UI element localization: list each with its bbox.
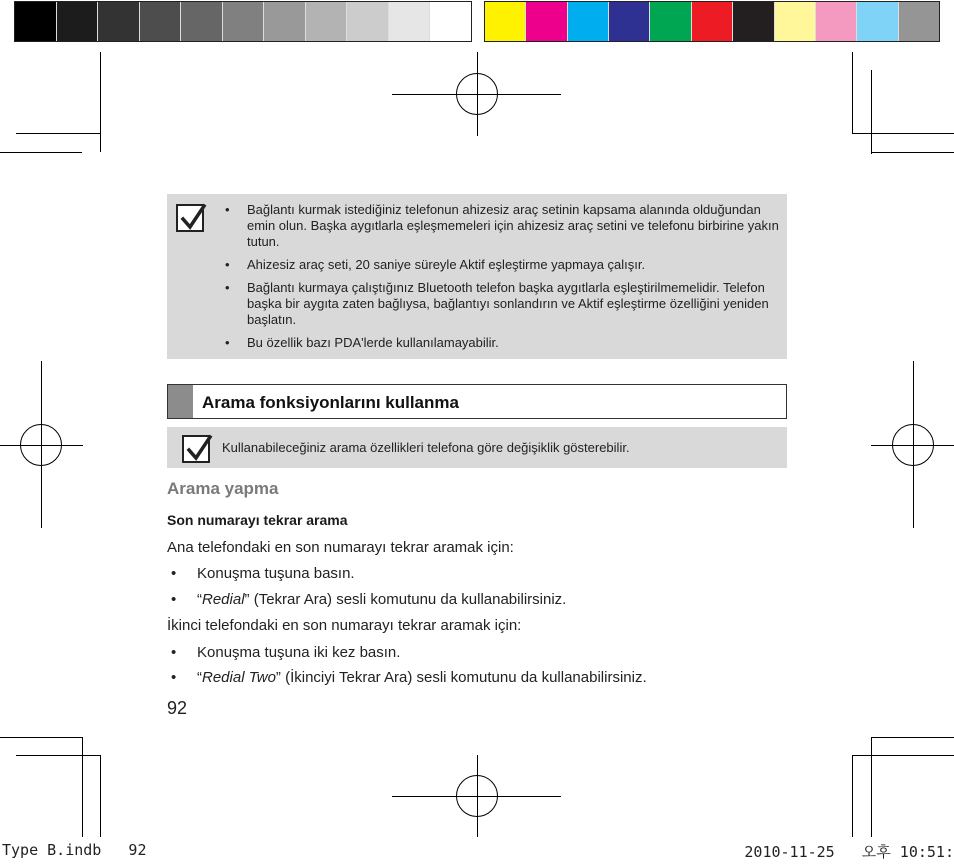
process-color-bar: [484, 1, 940, 42]
crop-mark: [100, 755, 101, 837]
crop-mark: [871, 737, 872, 837]
grayscale-color-bar: [14, 1, 472, 42]
crop-mark: [871, 70, 872, 154]
voice-command: Redial Two: [202, 669, 276, 686]
crop-mark: [852, 755, 853, 837]
note-item: • Bağlantı kurmak istediğiniz telefonun ahizesiz araç setinin kapsama alanında olduğundan emin olun. Başka aygıtlarla eşleşmemeleri için ahizesiz araç setini ve telefonu birbirine yakın tutun.: [225, 202, 781, 250]
color-swatch: [181, 2, 223, 41]
note-item: • Bu özellik bazı PDA'lerde kullanılamayabilir.: [225, 335, 781, 351]
color-swatch: [389, 2, 431, 41]
color-swatch: [692, 2, 733, 41]
color-swatch: [733, 2, 774, 41]
voice-command: Redial: [202, 591, 245, 608]
color-swatch: [140, 2, 182, 41]
subheading: Arama yapma: [167, 479, 279, 498]
color-swatch: [899, 2, 939, 41]
crop-mark: [871, 152, 954, 153]
crop-mark: [0, 152, 82, 153]
checkbox-check-icon: [176, 204, 204, 232]
section-header: [167, 384, 787, 419]
color-swatch: [264, 2, 306, 41]
crop-mark: [16, 133, 100, 134]
crop-mark: [852, 755, 954, 756]
color-swatch: [609, 2, 650, 41]
section-tab: [168, 385, 193, 418]
crop-mark: [852, 52, 853, 134]
bullet-text: [197, 591, 566, 608]
bullet-dot: •: [171, 591, 177, 608]
crop-mark: [100, 52, 101, 152]
color-swatch: [347, 2, 389, 41]
bullet-dot: •: [171, 565, 177, 582]
registration-mark-v: [477, 52, 478, 136]
checkbox-check-icon: [182, 435, 210, 463]
color-swatch: [526, 2, 567, 41]
bullet-text: Konuşma tuşuna basın.: [197, 565, 355, 582]
color-swatch: [857, 2, 898, 41]
note-text: Kullanabileceğiniz arama özellikleri telefona göre değişiklik gösterebilir.: [222, 440, 630, 455]
crop-mark: [871, 737, 954, 738]
color-swatch: [223, 2, 265, 41]
crop-mark: [0, 737, 82, 738]
note-box: [167, 427, 787, 468]
crop-mark: [852, 133, 954, 134]
color-swatch: [568, 2, 609, 41]
color-swatch: [775, 2, 816, 41]
paragraph: İkinci telefondaki en son numarayı tekrar aramak için:: [167, 617, 522, 634]
registration-mark-v: [913, 361, 914, 528]
crop-mark: [82, 737, 83, 837]
color-swatch: [98, 2, 140, 41]
color-swatch: [816, 2, 857, 41]
registration-mark-v: [477, 755, 478, 837]
note-box: [167, 194, 787, 359]
color-swatch: [650, 2, 691, 41]
color-swatch: [15, 2, 57, 41]
registration-mark-v: [41, 361, 42, 528]
note-item: • Bağlantı kurmaya çalıştığınız Bluetooth telefon başka aygıtlarla eşleştirilmemelidir. Telefon başka bir aygıta zaten bağlıysa, bağlantıyı sonlandırın ve Aktif eşleştirme özelliğini yeniden başlatın.: [225, 280, 781, 328]
bullet-dot: •: [171, 644, 177, 661]
open-quote: “: [197, 591, 202, 608]
paragraph: Ana telefondaki en son numarayı tekrar aramak için:: [167, 539, 514, 556]
color-swatch: [57, 2, 99, 41]
bullet-rest: ” (İkinciyi Tekrar Ara) sesli komutunu da kullanabilirsiniz.: [275, 669, 647, 686]
note-item: • Ahizesiz araç seti, 20 saniye süreyle Aktif eşleştirme yapmaya çalışır.: [225, 257, 781, 273]
note-list: [225, 202, 781, 358]
sub-label: Son numarayı tekrar arama: [167, 512, 348, 528]
page-number: 92: [167, 698, 188, 718]
open-quote: “: [197, 669, 202, 686]
bullet-text: [197, 669, 647, 686]
footer-right: 2010-11-25 오후 10:51:: [744, 843, 954, 861]
color-swatch: [485, 2, 526, 41]
bullet-dot: •: [171, 669, 177, 686]
bullet-text: Konuşma tuşuna iki kez basın.: [197, 644, 401, 661]
color-swatch: [430, 2, 471, 41]
crop-mark: [16, 755, 100, 756]
section-title: Arama fonksiyonlarını kullanma: [202, 393, 459, 412]
bullet-rest: ” (Tekrar Ara) sesli komutunu da kullanabilirsiniz.: [244, 591, 567, 608]
color-swatch: [306, 2, 348, 41]
footer-left: Type B.indb 92: [2, 841, 147, 859]
